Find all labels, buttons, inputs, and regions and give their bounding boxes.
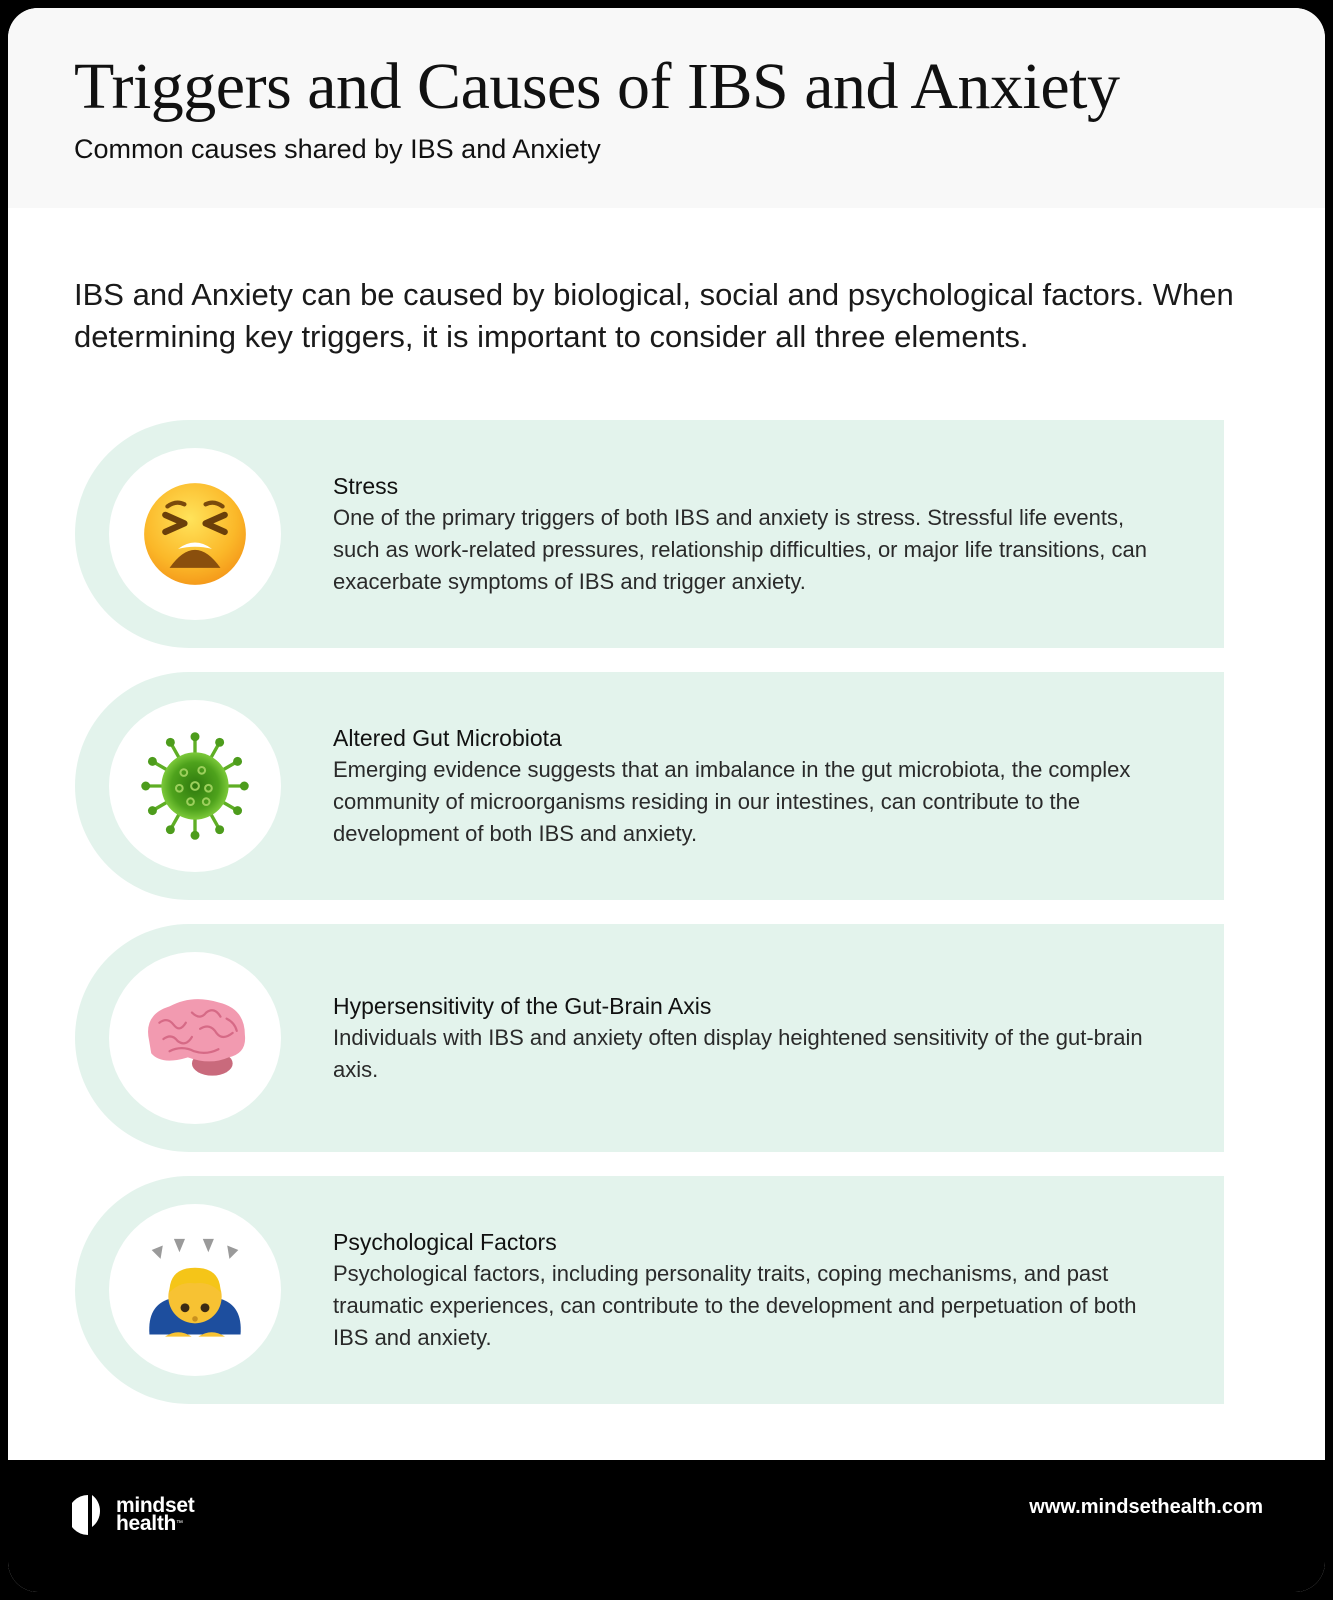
card-text bbox=[333, 1226, 1174, 1354]
page-title: Triggers and Causes of IBS and Anxiety bbox=[74, 50, 1120, 123]
trademark-symbol: ™ bbox=[176, 1520, 183, 1527]
card-body: Emerging evidence suggests that an imbalance in the gut microbiota, the complex community of microorganisms residing in our intestines, can contribute to the development of both IBS and anxiety. bbox=[333, 757, 1131, 846]
header bbox=[8, 8, 1325, 208]
website-url[interactable]: www.mindsethealth.com bbox=[1029, 1496, 1263, 1518]
card-body: Psychological factors, including personality traits, coping mechanisms, and past traumatic experiences, can contribute to the development and perpetuation of both IBS and anxiety. bbox=[333, 1261, 1137, 1350]
cause-card-gut-brain-axis bbox=[75, 924, 1224, 1152]
icon-circle bbox=[109, 448, 281, 620]
infographic-card bbox=[8, 8, 1325, 1592]
card-title: Stress bbox=[333, 473, 399, 499]
card-title: Altered Gut Microbiota bbox=[333, 725, 562, 751]
logo-line-2: health bbox=[116, 1512, 177, 1535]
cause-card-psychological-factors bbox=[75, 1176, 1224, 1404]
card-text bbox=[333, 722, 1174, 850]
card-title: Psychological Factors bbox=[333, 1229, 557, 1255]
cause-card-gut-microbiota bbox=[75, 672, 1224, 900]
tired-face-icon bbox=[142, 481, 248, 587]
logo-text bbox=[116, 1494, 195, 1535]
mindset-logo-icon bbox=[72, 1494, 108, 1536]
footer bbox=[8, 1460, 1325, 1592]
intro-paragraph: IBS and Anxiety can be caused by biological, social and psychological factors. When determining key triggers, it is important to consider all three elements. bbox=[74, 277, 1234, 354]
microbe-icon bbox=[139, 730, 251, 842]
cause-card-stress bbox=[75, 420, 1224, 648]
card-title: Hypersensitivity of the Gut-Brain Axis bbox=[333, 993, 712, 1019]
icon-circle bbox=[109, 952, 281, 1124]
icon-circle bbox=[109, 1204, 281, 1376]
card-text bbox=[333, 470, 1174, 598]
card-text bbox=[333, 990, 1174, 1086]
brain-icon bbox=[139, 992, 251, 1084]
icon-circle bbox=[109, 700, 281, 872]
mindset-health-logo bbox=[72, 1494, 194, 1536]
page-subtitle: Common causes shared by IBS and Anxiety bbox=[74, 134, 601, 164]
bowing-person-icon bbox=[145, 1234, 245, 1346]
card-body: One of the primary triggers of both IBS and anxiety is stress. Stressful life events, such as work-related pressures, relationship difficulties, or major life transitions, can exacerbate symptoms of IBS and trigger anxiety. bbox=[333, 505, 1147, 594]
logo-line-1: mindset bbox=[116, 1494, 195, 1517]
card-body: Individuals with IBS and anxiety often display heightened sensitivity of the gut-brain axis. bbox=[333, 1025, 1143, 1082]
